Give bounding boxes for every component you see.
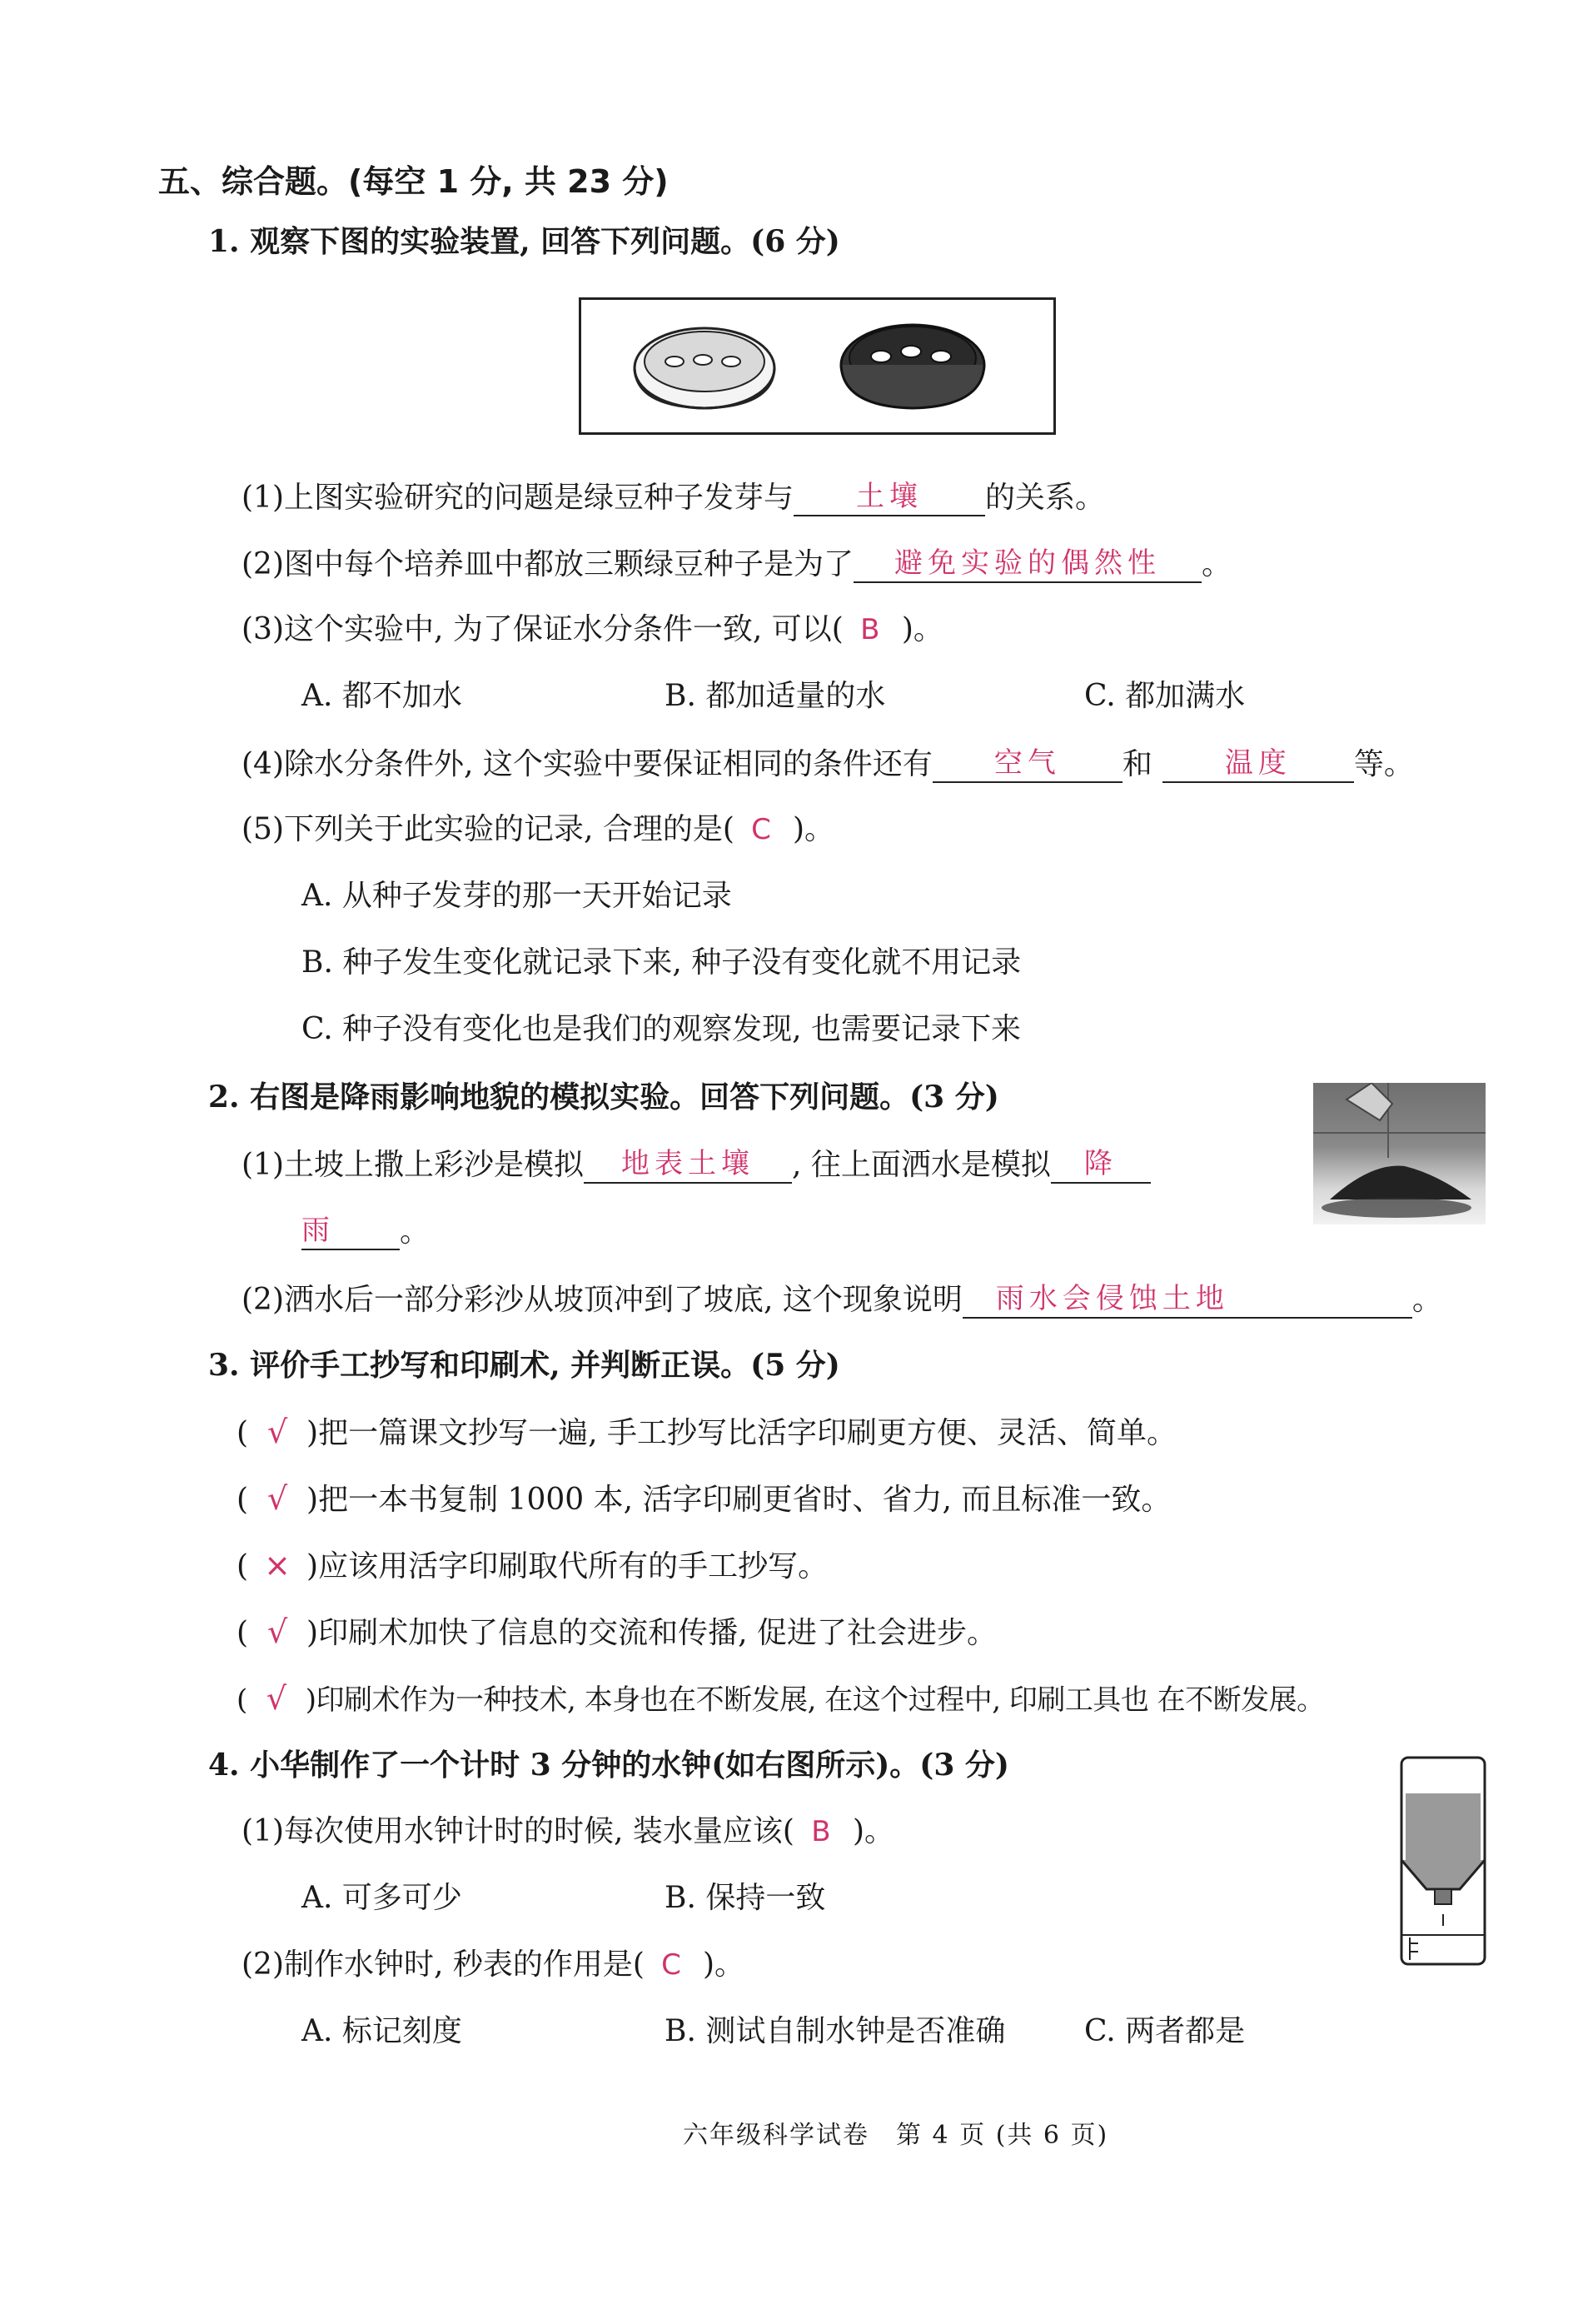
q4-s2-option-c: C. 两者都是: [1084, 2014, 1246, 2048]
q1-title: 1. 观察下图的实验装置, 回答下列问题。(6 分): [208, 224, 840, 259]
q1-s1-blank[interactable]: 土壤: [794, 478, 985, 516]
q1-s3-option-a: A. 都不加水: [301, 679, 462, 713]
q3-item-5: ( √ )印刷术作为一种技术, 本身也在不断发展, 在这个过程中, 印刷工具也 在不断发展。: [236, 1680, 1325, 1717]
q4-s2-option-a: A. 标记刻度: [301, 2014, 462, 2048]
q3-item-5-mark[interactable]: √: [266, 1680, 286, 1717]
q3-title: 3. 评价手工抄写和印刷术, 并判断正误。(5 分): [208, 1348, 840, 1383]
q1-s3: (3)这个实验中, 为了保证水分条件一致, 可以( B )。: [241, 612, 943, 646]
q4-s2-answer[interactable]: C: [661, 1948, 686, 1982]
q3-item-1-mark[interactable]: √: [266, 1414, 288, 1450]
q1-s3-answer[interactable]: B: [860, 613, 885, 646]
q1-s3-option-b: B. 都加适量的水: [665, 679, 886, 713]
q3-item-2: ( √ )把一本书复制 1000 本, 活字印刷更省时、省力, 而且标准一致。: [236, 1480, 1172, 1517]
q1-s4-blank-1[interactable]: 空气: [933, 745, 1123, 783]
q3-item-4: ( √ )印刷术加快了信息的交流和传播, 促进了社会进步。: [236, 1613, 997, 1650]
q3-item-1: ( √ )把一篇课文抄写一遍, 手工抄写比活字印刷更方便、灵活、简单。: [236, 1414, 1177, 1450]
q1-s5: (5)下列关于此实验的记录, 合理的是( C )。: [241, 812, 834, 846]
q4-title: 4. 小华制作了一个计时 3 分钟的水钟(如右图所示)。(3 分): [208, 1748, 1009, 1783]
petri-dishes-illustration: [581, 300, 1053, 432]
q1-s5-option-a: A. 从种子发芽的那一天开始记录: [301, 879, 732, 913]
q3-item-4-mark[interactable]: √: [266, 1613, 288, 1650]
q1-s2: (2)图中每个培养皿中都放三颗绿豆种子是为了 避免实验的偶然性 。: [241, 546, 1232, 581]
q2-s1-blank-1[interactable]: 地表土壤: [584, 1145, 792, 1184]
q4-s2: (2)制作水钟时, 秒表的作用是( C )。: [241, 1947, 744, 1982]
rain-erosion-photo: [1313, 1083, 1486, 1224]
water-clock-illustration: [1389, 1748, 1497, 1974]
q4-s1-option-a: A. 可多可少: [301, 1881, 462, 1915]
q1-s5-option-b: B. 种子发生变化就记录下来, 种子没有变化就不用记录: [301, 945, 1022, 980]
q4-s1-answer[interactable]: B: [811, 1815, 836, 1848]
rain-erosion-illustration: [1313, 1083, 1486, 1224]
q4-s2-option-b: B. 测试自制水钟是否准确: [665, 2014, 1006, 2048]
q2-s2: (2)洒水后一部分彩沙从坡顶冲到了坡底, 这个现象说明 雨水会侵蚀土地 。: [241, 1282, 1442, 1317]
q1-s2-blank[interactable]: 避免实验的偶然性: [854, 545, 1202, 583]
q1-s4-blank-2[interactable]: 温度: [1162, 745, 1354, 783]
q1-s4: (4)除水分条件外, 这个实验中要保证相同的条件还有 空气 和 温度 等。: [241, 746, 1414, 781]
q2-s1-continued: 雨 。: [301, 1214, 431, 1249]
q1-s5-option-c: C. 种子没有变化也是我们的观察发现, 也需要记录下来: [301, 1012, 1022, 1046]
q1-s5-answer[interactable]: C: [751, 813, 776, 846]
q1-s3-option-c: C. 都加满水: [1084, 679, 1246, 713]
section-title: 五、综合题。(每空 1 分, 共 23 分): [158, 163, 669, 200]
page-footer: 六年级科学试卷 第 4 页 (共 6 页): [683, 2121, 1109, 2150]
q4-s1-option-b: B. 保持一致: [665, 1881, 826, 1915]
q2-title: 2. 右图是降雨影响地貌的模拟实验。回答下列问题。(3 分): [208, 1080, 999, 1115]
q2-s1: (1)土坡上撒上彩沙是模拟 地表土壤 , 往上面洒水是模拟 降: [241, 1145, 1151, 1184]
q4-s1: (1)每次使用水钟计时的时候, 装水量应该( B )。: [241, 1814, 894, 1848]
q3-item-3-mark[interactable]: ×: [264, 1547, 291, 1583]
seed-experiment-figure: [579, 297, 1056, 435]
q2-s1-blank-2a[interactable]: 降: [1051, 1145, 1151, 1184]
q3-item-2-mark[interactable]: √: [266, 1480, 288, 1517]
q2-s1-blank-2b[interactable]: 雨: [301, 1212, 400, 1250]
q3-item-3: ( × )应该用活字印刷取代所有的手工抄写。: [236, 1547, 829, 1583]
q2-s2-blank[interactable]: 雨水会侵蚀土地: [963, 1280, 1412, 1319]
q1-s1: (1)上图实验研究的问题是绿豆种子发芽与 土壤 的关系。: [241, 480, 1106, 515]
